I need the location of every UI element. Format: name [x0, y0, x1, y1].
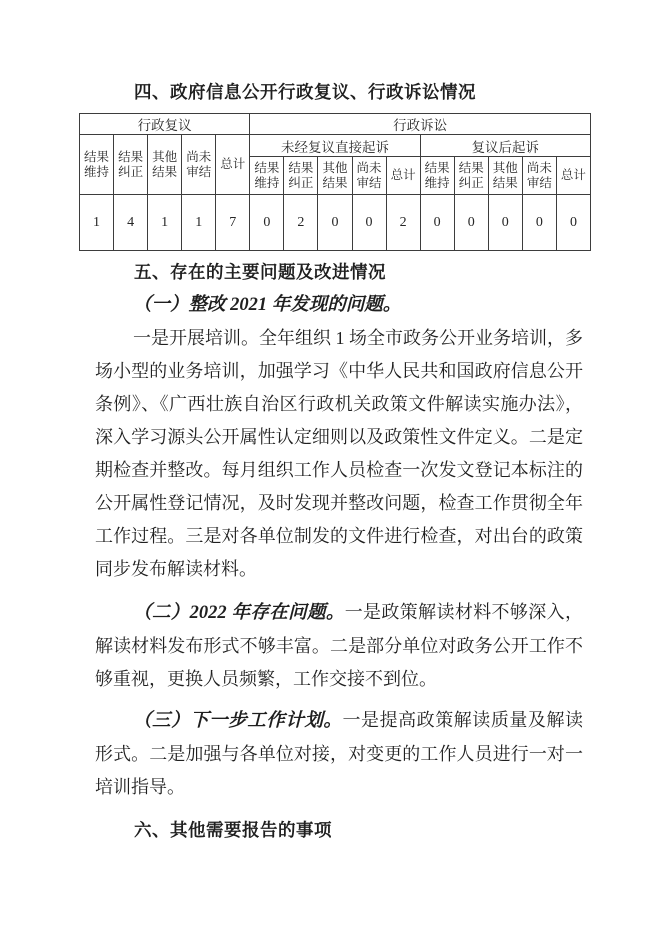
post-review-lawsuit-value: 0: [522, 195, 556, 251]
direct-lawsuit-value: 0: [352, 195, 386, 251]
table-group-header-row: [80, 114, 591, 135]
review-outcome-header: 总计: [216, 135, 250, 195]
review-value: 1: [182, 195, 216, 251]
subsection1-heading: （一）整改 2021 年发现的问题。: [133, 295, 402, 315]
review-value: 1: [80, 195, 114, 251]
subsection1-paragraph: 一是开展培训。全年组织 1 场全市政务公开业务培训，多场小型的业务培训，加强学习《中华人民共和国政府信息公开条例》、《广西壮族自治区行政机关政策文件解读实施办法》，深入学习源头公开属性认定细则以及政策性文件定义。二是定期检查并整改。每月组织工作人员检查一次发文登记本标注的公开属性登记情况，及时发现并整改问题，检查工作贯彻全年工作过程。三是对各单位制发的文件进行检查，对出台的政策同步发布解读材料。: [95, 328, 583, 579]
post-review-lawsuit-total: 0: [556, 195, 590, 251]
post-review-lawsuit-value: 0: [454, 195, 488, 251]
direct-outcome-header: 其他结果: [318, 157, 352, 195]
review-value: 4: [114, 195, 148, 251]
subsection2-paragraph: [95, 596, 583, 696]
subsection2-text: 一是政策解读材料不够深入，解读材料发布形式不够丰富。二是部分单位对政务公开工作不够重视，更换人员频繁，工作交接不到位。: [95, 602, 583, 689]
subsection3-paragraph: [95, 704, 583, 804]
post-review-outcome-header: 其他结果: [488, 157, 522, 195]
group-header-review: 行政复议: [80, 114, 250, 135]
post-review-outcome-header: 尚未审结: [522, 157, 556, 195]
review-value: 1: [148, 195, 182, 251]
direct-lawsuit-value: 0: [318, 195, 352, 251]
review-outcome-header: 结果纠正: [114, 135, 148, 195]
section6-title: 六、其他需要报告的事项: [134, 820, 332, 840]
direct-outcome-header: 总计: [386, 157, 420, 195]
post-review-lawsuit-value: 0: [420, 195, 454, 251]
post-review-outcome-header: 总计: [556, 157, 590, 195]
subgroup-header-post-review-lawsuit: 复议后起诉: [420, 135, 590, 157]
subsection2-lead: （二）2022 年存在问题。: [133, 603, 345, 623]
post-review-outcome-header: 结果维持: [420, 157, 454, 195]
direct-outcome-header: 结果维持: [250, 157, 284, 195]
review-outcome-header: 结果维持: [80, 135, 114, 195]
review-outcome-header: 尚未审结: [182, 135, 216, 195]
review-litigation-table: [79, 113, 591, 251]
post-review-outcome-header: 结果纠正: [454, 157, 488, 195]
direct-lawsuit-total: 2: [386, 195, 420, 251]
subgroup-header-direct-lawsuit: 未经复议直接起诉: [250, 135, 420, 157]
direct-lawsuit-value: 2: [284, 195, 318, 251]
subsection3-lead: （三）下一步工作计划。: [133, 711, 343, 731]
table-subgroup-row: [80, 135, 591, 157]
direct-outcome-header: 结果纠正: [284, 157, 318, 195]
section4-title: 四、政府信息公开行政复议、行政诉讼情况: [134, 82, 476, 102]
review-outcome-header: 其他结果: [148, 135, 182, 195]
direct-lawsuit-value: 0: [250, 195, 284, 251]
direct-outcome-header: 尚未审结: [352, 157, 386, 195]
review-total: 7: [216, 195, 250, 251]
subsection3-text: 一是提高政策解读质量及解读形式。二是加强与各单位对接，对变更的工作人员进行一对一培训指导。: [95, 710, 583, 797]
post-review-lawsuit-value: 0: [488, 195, 522, 251]
group-header-litigation: 行政诉讼: [250, 114, 591, 135]
table-data-row: [80, 195, 591, 251]
section5-title: 五、存在的主要问题及改进情况: [134, 262, 386, 282]
